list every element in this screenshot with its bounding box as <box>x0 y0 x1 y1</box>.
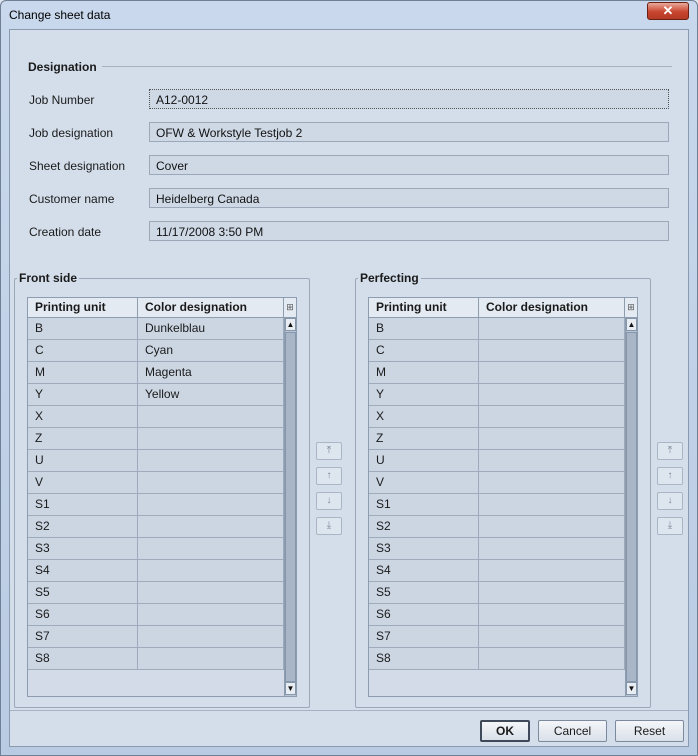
table-row[interactable] <box>28 538 284 560</box>
column-chooser-icon[interactable]: ⊞ <box>625 298 637 318</box>
printing-unit-cell: S8 <box>28 648 138 669</box>
printing-unit-cell: S5 <box>369 582 479 603</box>
table-row[interactable] <box>369 384 625 406</box>
color-designation-cell[interactable] <box>479 450 625 471</box>
color-designation-cell[interactable] <box>138 648 284 669</box>
close-button[interactable]: ✕ <box>647 2 689 20</box>
printing-unit-cell: Y <box>369 384 479 405</box>
move-bottom-button[interactable]: ⤓ <box>316 517 342 535</box>
scroll-down-icon[interactable]: ▼ <box>627 684 636 693</box>
printing-unit-cell: S6 <box>369 604 479 625</box>
color-designation-cell[interactable] <box>479 516 625 537</box>
table-row[interactable] <box>28 648 284 670</box>
front-side-title: Front side <box>19 271 78 285</box>
table-row[interactable] <box>369 516 625 538</box>
table-row[interactable] <box>28 472 284 494</box>
color-designation-header[interactable]: Color designation <box>479 298 625 318</box>
printing-unit-cell: Y <box>28 384 138 405</box>
table-row[interactable] <box>28 626 284 648</box>
color-designation-cell[interactable] <box>479 406 625 427</box>
vertical-scrollbar[interactable] <box>625 318 637 696</box>
color-designation-cell[interactable] <box>138 472 284 493</box>
cancel-button[interactable]: Cancel <box>538 720 607 742</box>
title-bar <box>1 1 697 29</box>
scroll-up-icon[interactable]: ▲ <box>286 320 295 329</box>
table-row[interactable] <box>28 494 284 516</box>
table-row[interactable] <box>369 648 625 670</box>
table-row[interactable] <box>369 560 625 582</box>
printing-unit-header[interactable]: Printing unit <box>28 298 138 318</box>
front-side-table <box>27 297 297 697</box>
printing-unit-cell: S8 <box>369 648 479 669</box>
color-designation-cell[interactable] <box>479 604 625 625</box>
job-designation-label: Job designation <box>29 126 114 140</box>
table-row[interactable] <box>28 450 284 472</box>
printing-unit-cell: X <box>28 406 138 427</box>
column-chooser-icon[interactable]: ⊞ <box>284 298 296 318</box>
printing-unit-cell: S2 <box>28 516 138 537</box>
printing-unit-cell: V <box>369 472 479 493</box>
printing-unit-cell: S2 <box>369 516 479 537</box>
color-designation-cell[interactable] <box>479 472 625 493</box>
printing-unit-cell: M <box>28 362 138 383</box>
color-designation-cell[interactable] <box>138 406 284 427</box>
window-title: Change sheet data <box>9 8 111 22</box>
reset-button[interactable]: Reset <box>615 720 684 742</box>
color-designation-cell[interactable] <box>479 340 625 361</box>
printing-unit-cell: S1 <box>28 494 138 515</box>
color-designation-cell[interactable] <box>138 450 284 471</box>
move-bottom-button[interactable]: ⤓ <box>657 517 683 535</box>
move-top-button[interactable]: ⤒ <box>316 442 342 460</box>
table-header <box>369 298 625 318</box>
color-designation-cell[interactable] <box>138 428 284 449</box>
color-designation-cell[interactable] <box>138 538 284 559</box>
job-number-label: Job Number <box>29 93 95 107</box>
creation-date-field[interactable]: 11/17/2008 3:50 PM <box>149 221 669 241</box>
color-designation-cell[interactable] <box>479 494 625 515</box>
printing-unit-cell: S5 <box>28 582 138 603</box>
table-header <box>28 298 284 318</box>
dialog-client <box>9 29 689 747</box>
color-designation-cell[interactable]: Cyan <box>138 340 284 361</box>
table-row[interactable] <box>28 604 284 626</box>
table-row[interactable] <box>28 362 284 384</box>
table-row[interactable] <box>369 626 625 648</box>
table-row[interactable] <box>28 428 284 450</box>
table-row[interactable] <box>369 428 625 450</box>
printing-unit-cell: X <box>369 406 479 427</box>
color-designation-cell[interactable] <box>479 362 625 383</box>
printing-unit-cell: Z <box>28 428 138 449</box>
footer-divider <box>10 710 688 711</box>
table-row[interactable] <box>369 340 625 362</box>
table-row[interactable] <box>28 560 284 582</box>
printing-unit-cell: B <box>369 318 479 339</box>
scroll-up-icon[interactable]: ▲ <box>627 320 636 329</box>
printing-unit-cell: M <box>369 362 479 383</box>
color-designation-header[interactable]: Color designation <box>138 298 284 318</box>
table-row[interactable] <box>28 384 284 406</box>
table-row[interactable] <box>369 472 625 494</box>
color-designation-cell[interactable] <box>479 626 625 647</box>
creation-date-label: Creation date <box>29 225 102 239</box>
color-designation-cell[interactable] <box>138 516 284 537</box>
printing-unit-cell: S3 <box>28 538 138 559</box>
scroll-thumb[interactable] <box>626 332 637 682</box>
printing-unit-cell: S4 <box>28 560 138 581</box>
printing-unit-cell: C <box>28 340 138 361</box>
perfecting-title: Perfecting <box>360 271 419 285</box>
table-row[interactable] <box>28 406 284 428</box>
printing-unit-cell: V <box>28 472 138 493</box>
color-designation-cell[interactable]: Dunkelblau <box>138 318 284 339</box>
printing-unit-cell: S1 <box>369 494 479 515</box>
color-designation-cell[interactable] <box>138 604 284 625</box>
color-designation-cell[interactable] <box>138 560 284 581</box>
table-row[interactable] <box>369 538 625 560</box>
table-row[interactable] <box>369 604 625 626</box>
designation-divider <box>102 66 672 67</box>
color-designation-cell[interactable] <box>479 538 625 559</box>
customer-name-field[interactable]: Heidelberg Canada <box>149 188 669 208</box>
printing-unit-cell: U <box>369 450 479 471</box>
move-down-button[interactable]: ↓ <box>316 492 342 510</box>
printing-unit-cell: B <box>28 318 138 339</box>
move-up-button[interactable]: ↑ <box>316 467 342 485</box>
table-row[interactable] <box>28 340 284 362</box>
color-designation-cell[interactable]: Yellow <box>138 384 284 405</box>
customer-name-label: Customer name <box>29 192 115 206</box>
sheet-designation-label: Sheet designation <box>29 159 126 173</box>
color-designation-cell[interactable] <box>479 318 625 339</box>
color-designation-cell[interactable] <box>479 560 625 581</box>
color-designation-cell[interactable] <box>479 428 625 449</box>
printing-unit-cell: S4 <box>369 560 479 581</box>
perfecting-group <box>355 271 651 708</box>
color-designation-cell[interactable] <box>479 648 625 669</box>
color-designation-cell[interactable]: Magenta <box>138 362 284 383</box>
sheet-designation-field[interactable]: Cover <box>149 155 669 175</box>
move-down-button[interactable]: ↓ <box>657 492 683 510</box>
ok-button[interactable]: OK <box>480 720 530 742</box>
printing-unit-header[interactable]: Printing unit <box>369 298 479 318</box>
scroll-thumb[interactable] <box>285 332 296 682</box>
table-row[interactable] <box>369 494 625 516</box>
printing-unit-cell: C <box>369 340 479 361</box>
printing-unit-cell: S3 <box>369 538 479 559</box>
table-row[interactable] <box>28 582 284 604</box>
job-designation-field[interactable]: OFW & Workstyle Testjob 2 <box>149 122 669 142</box>
perfecting-table <box>368 297 638 697</box>
table-row[interactable] <box>369 406 625 428</box>
table-row[interactable] <box>28 516 284 538</box>
color-designation-cell[interactable] <box>479 582 625 603</box>
job-number-field[interactable]: A12-0012 <box>149 89 669 109</box>
move-up-button[interactable]: ↑ <box>657 467 683 485</box>
table-row[interactable] <box>369 362 625 384</box>
table-row[interactable] <box>28 318 284 340</box>
color-designation-cell[interactable] <box>479 384 625 405</box>
scroll-down-icon[interactable]: ▼ <box>286 684 295 693</box>
color-designation-cell[interactable] <box>138 582 284 603</box>
front-side-group <box>14 271 310 708</box>
printing-unit-cell: S7 <box>28 626 138 647</box>
designation-heading: Designation <box>28 60 97 74</box>
printing-unit-cell: S6 <box>28 604 138 625</box>
printing-unit-cell: U <box>28 450 138 471</box>
table-row[interactable] <box>369 450 625 472</box>
color-designation-cell[interactable] <box>138 626 284 647</box>
color-designation-cell[interactable] <box>138 494 284 515</box>
move-top-button[interactable]: ⤒ <box>657 442 683 460</box>
table-row[interactable] <box>369 582 625 604</box>
vertical-scrollbar[interactable] <box>284 318 296 696</box>
printing-unit-cell: S7 <box>369 626 479 647</box>
table-row[interactable] <box>369 318 625 340</box>
printing-unit-cell: Z <box>369 428 479 449</box>
